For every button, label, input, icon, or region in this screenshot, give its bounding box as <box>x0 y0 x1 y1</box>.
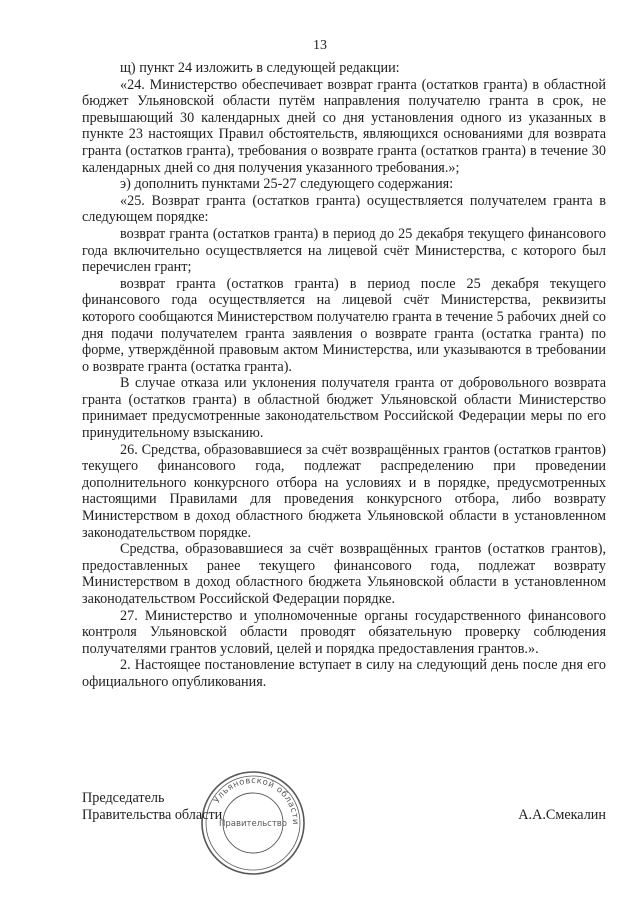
svg-text:Правительство: Правительство <box>219 819 287 829</box>
page-number: 13 <box>313 38 327 53</box>
signature-block <box>82 790 606 850</box>
paragraph-return-before-dec25: возврат гранта (остатков гранта) в период до 25 декабря текущего финансового года включительно осуществляется на лицевой счёт Министерства, с которого был перечислен грант; <box>82 225 606 276</box>
svg-text:Ульяновской области: Ульяновской области <box>211 775 301 826</box>
paragraph-clause-25: «25. Возврат гранта (остатков гранта) осуществляется получателем гранта в следующем порядке: <box>82 192 606 226</box>
paragraph-entry-into-force: 2. Настоящее постановление вступает в силу на следующий день после дня его официального опубликования. <box>82 657 606 690</box>
paragraph-previous-years-funds: Средства, образовавшиеся за счёт возвращённых грантов (остатков грантов), предоставленных ранее текущего финансового года, подлежат возврату Министерством в доход областного бюджета Ульяновской области в установленном законодательством Российской Федерации порядке. <box>82 541 606 607</box>
signatory-title-line-1: Председатель <box>82 790 165 806</box>
paragraph-sch-amend-24: щ) пункт 24 изложить в следующей редакции: <box>120 60 400 76</box>
paragraph-e-add-25-27: э) дополнить пунктами 25-27 следующего содержания: <box>120 176 454 193</box>
paragraph-clause-27: 27. Министерство и уполномоченные органы государственного финансового контроля Ульяновской области проводят обязательную проверку соблюдения получателями грантов условий, целей и порядка предоставления грантов.». <box>82 607 606 657</box>
paragraph-clause-24: «24. Министерство обеспечивает возврат гранта (остатков гранта) в областной бюджет Ульяновской области путём направления получателю гранта в срок, не превышающий 30 календарных дней со дня установления одного из указанных в пункте 23 настоящих Правил обстоятельств, являющихся основаниями для возврата гранта (остатков гранта), требования о возврате гранта (остатков гранта) в течение 30 календарных дней со дня получения указанного требования.»; <box>82 76 606 176</box>
signatory-name: А.А.Смекалин <box>518 807 606 823</box>
paragraph-refusal-case: В случае отказа или уклонения получателя гранта от добровольного возврата гранта (остатков гранта) в областной бюджет Ульяновской области Министерство принимает предусмотренные законодательством Российской Федерации меры по его принудительному взысканию. <box>82 375 606 442</box>
paragraph-clause-26: 26. Средства, образовавшиеся за счёт возвращённых грантов (остатков грантов) текущего финансового года, подлежат распределению при проведении дополнительного конкурсного отбора на условиях и в порядке, предусмотренных настоящими Правилами для проведения конкурсного отбора, либо возврату Министерством в доход областного бюджета Ульяновской области в установленном законодательством порядке. <box>82 441 606 541</box>
paragraph-return-after-dec25: возврат гранта (остатков гранта) в период после 25 декабря текущего финансового года осуществляется на лицевой счёт Министерства, реквизиты которого сообщаются Министерством получателю гранта в течение 5 рабочих дней со дня подачи получателем гранта заявления о возврате гранта (остатка гранта) по форме, утверждённой правовым актом Министерства, или указываются в требовании о возврате гранта (остатка гранта). <box>82 275 606 375</box>
official-seal-stamp <box>198 768 308 878</box>
signatory-title-line-2: Правительства области <box>82 807 223 823</box>
document-body <box>82 60 606 691</box>
